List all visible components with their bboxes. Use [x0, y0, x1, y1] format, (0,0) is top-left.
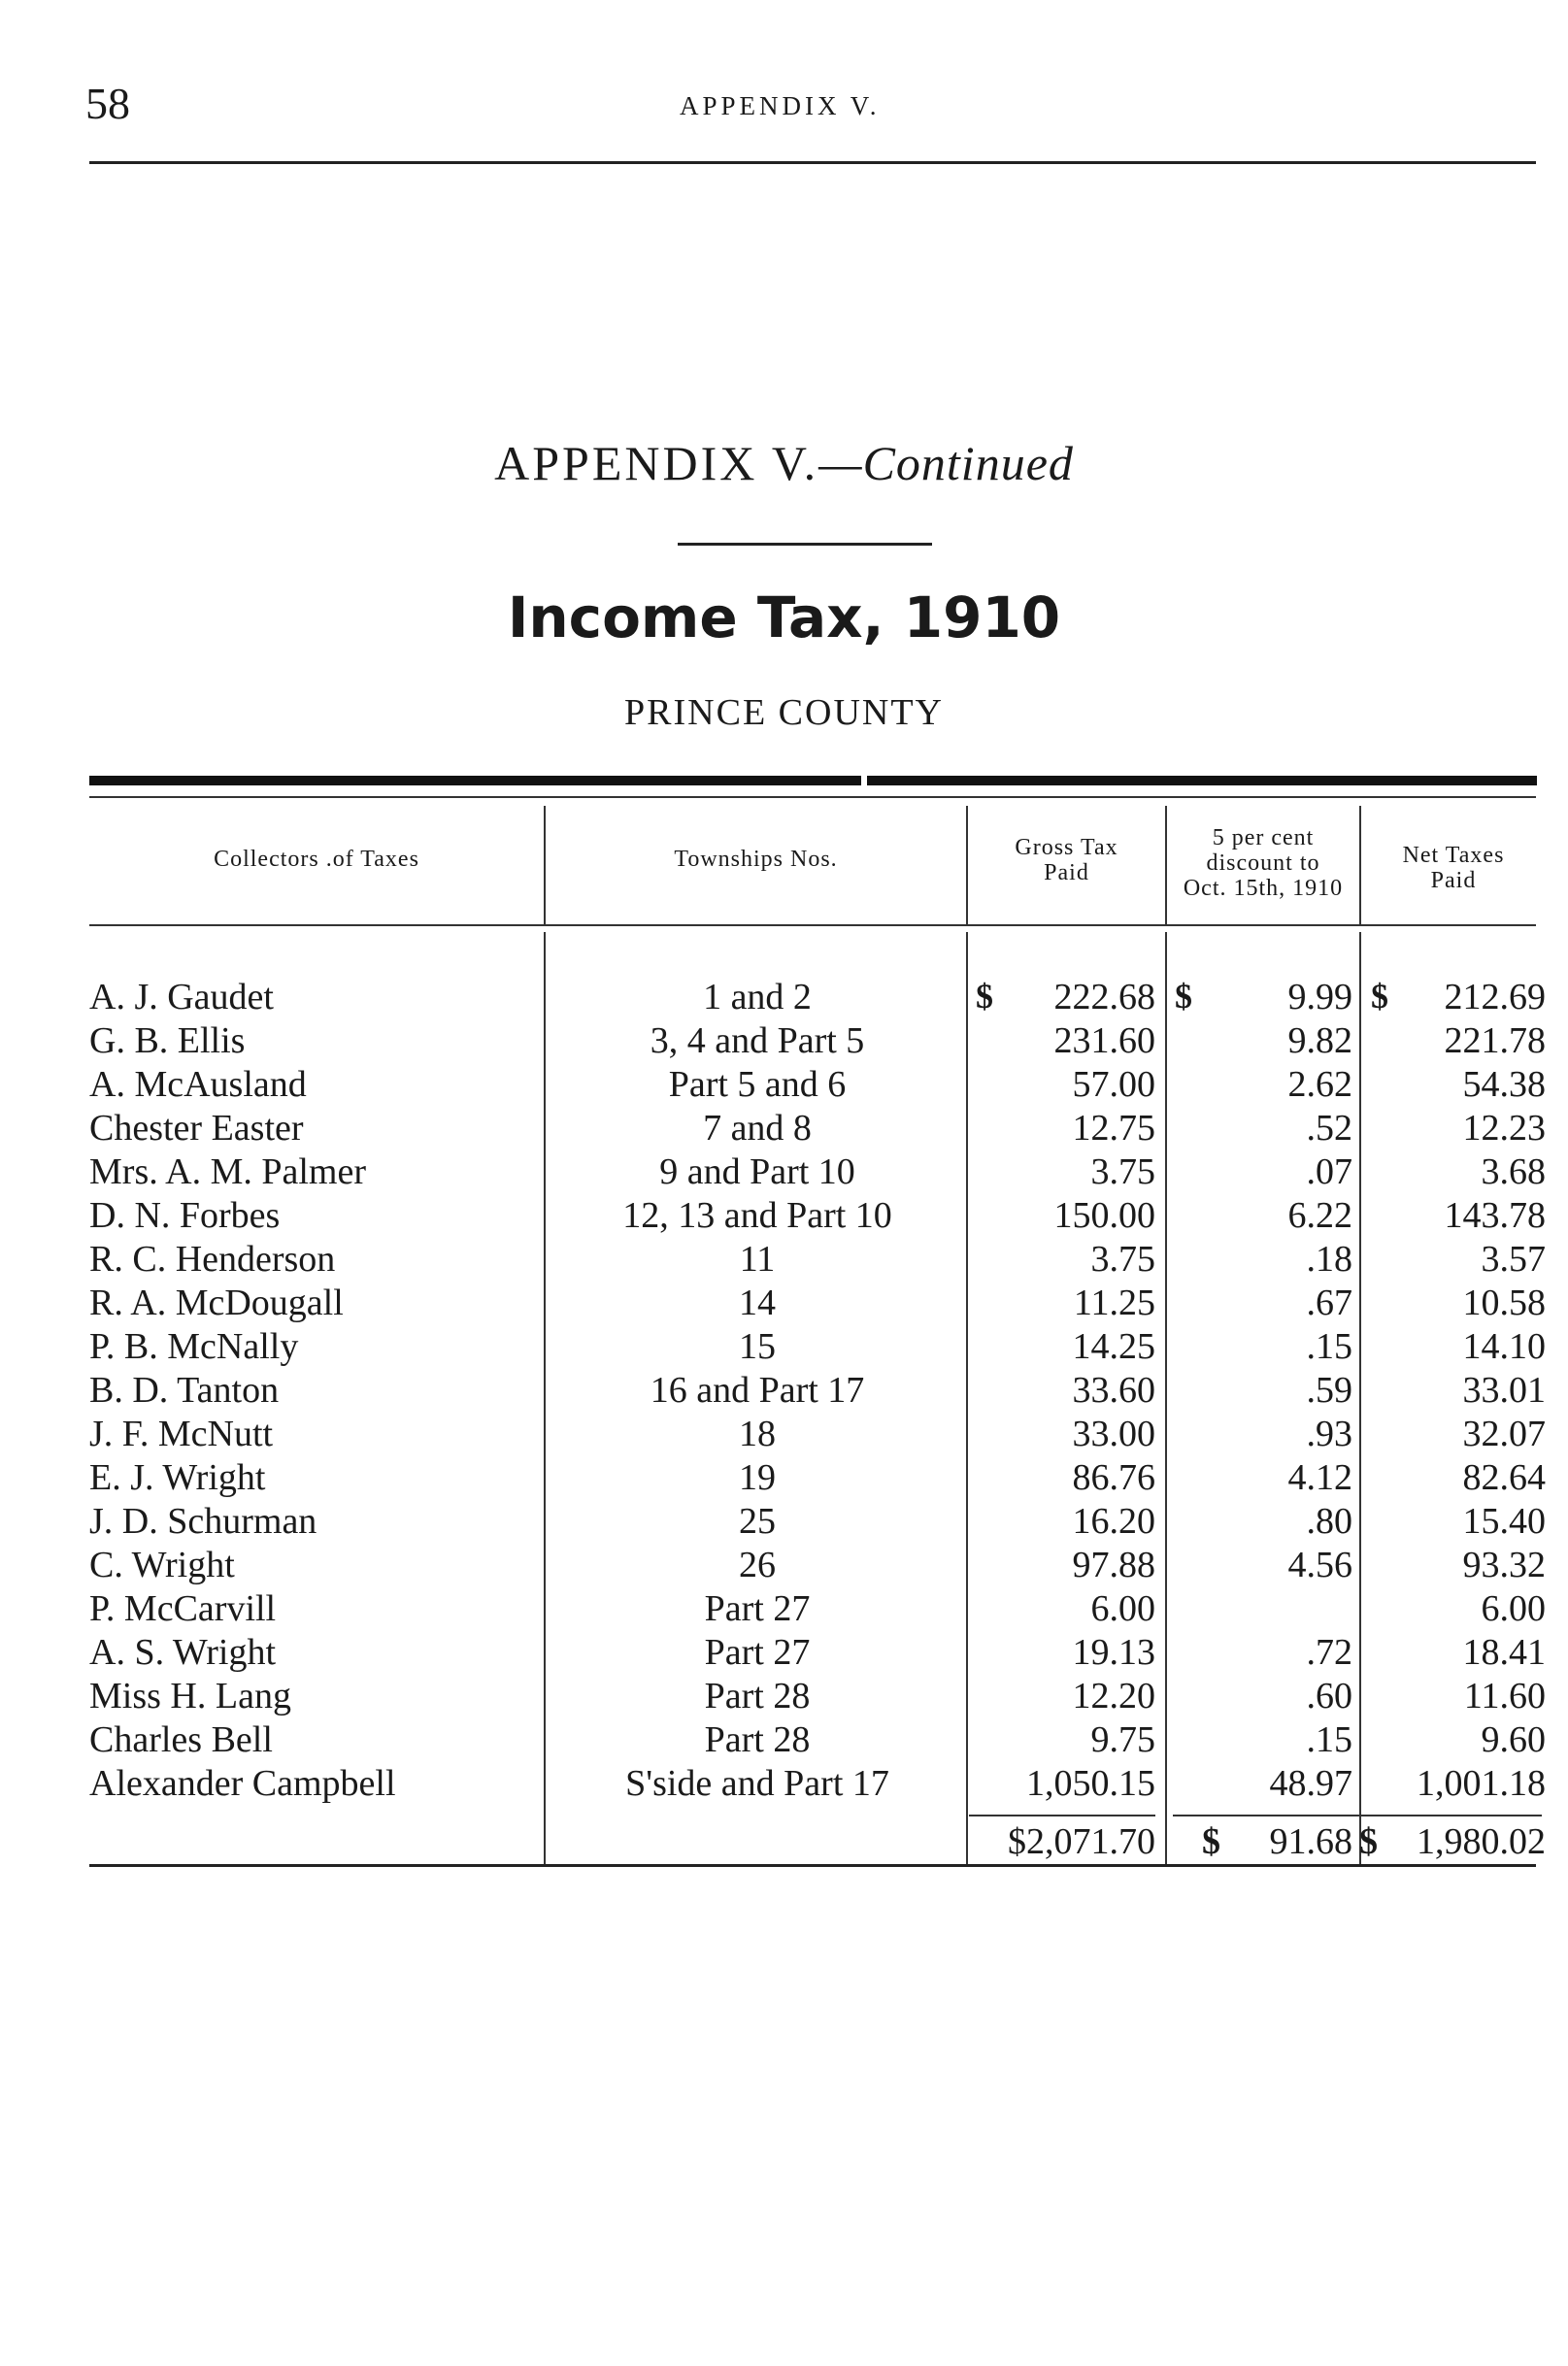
net-taxes: 9.60 [1481, 1719, 1546, 1760]
collector-name: Charles Bell [89, 1719, 273, 1760]
collector-name: A. J. Gaudet [89, 977, 274, 1017]
table-row [0, 1238, 1568, 1282]
gross-tax: 3.75 [1090, 1151, 1155, 1192]
bottom-rule [89, 1864, 1536, 1867]
header-gross-line: Gross Tax [1015, 835, 1118, 860]
appendix-heading-main: APPENDIX V. [494, 436, 819, 490]
township-nos: Part 5 and 6 [668, 1064, 847, 1105]
collector-name: Mrs. A. M. Palmer [89, 1151, 366, 1192]
table-row [0, 1762, 1568, 1806]
totals-row [0, 1820, 1568, 1864]
township-nos: 12, 13 and Part 10 [622, 1195, 892, 1236]
gross-tax: 222.68 [1053, 977, 1155, 1017]
net-taxes: 18.41 [1462, 1632, 1546, 1673]
running-head: APPENDIX V. [680, 91, 881, 120]
gross-tax: 33.60 [1072, 1370, 1155, 1411]
discount: 9.99 [1287, 977, 1352, 1017]
table-row [0, 1019, 1568, 1063]
collector-name: A. McAusland [89, 1064, 307, 1105]
township-nos: 18 [739, 1414, 776, 1454]
gross-tax: 12.75 [1072, 1108, 1155, 1149]
net-taxes: 143.78 [1444, 1195, 1546, 1236]
collector-name: B. D. Tanton [89, 1370, 280, 1411]
total-discount: 91.68 [1269, 1821, 1352, 1862]
discount: .80 [1306, 1501, 1352, 1542]
township-nos: Part 27 [704, 1588, 811, 1629]
header-discount-line: discount to [1206, 850, 1320, 876]
discount: 2.62 [1287, 1064, 1352, 1105]
gross-tax: 14.25 [1072, 1326, 1155, 1367]
header-discount [1167, 825, 1359, 901]
table-row [0, 1718, 1568, 1762]
table-row [0, 1194, 1568, 1238]
discount: .72 [1306, 1632, 1352, 1673]
township-nos: 25 [739, 1501, 776, 1542]
table-top-rule [867, 776, 1537, 785]
gross-tax: 97.88 [1072, 1545, 1155, 1585]
report-title: Income Tax, 1910 [507, 584, 1061, 650]
net-taxes: 82.64 [1462, 1457, 1546, 1498]
table-row [0, 976, 1568, 1019]
discount: .60 [1306, 1676, 1352, 1716]
collector-name: E. J. Wright [89, 1457, 266, 1498]
header-gross-line: Paid [1044, 860, 1089, 885]
table-row [0, 1675, 1568, 1718]
table-row [0, 1413, 1568, 1456]
discount: .15 [1306, 1719, 1352, 1760]
county-subtitle: PRINCE COUNTY [624, 692, 944, 733]
discount: .15 [1306, 1326, 1352, 1367]
collector-name: J. D. Schurman [89, 1501, 317, 1542]
discount: .59 [1306, 1370, 1352, 1411]
top-rule [89, 161, 1536, 164]
net-taxes: 15.40 [1462, 1501, 1546, 1542]
table-row [0, 1282, 1568, 1325]
table-row [0, 1369, 1568, 1413]
gross-tax: 9.75 [1090, 1719, 1155, 1760]
collector-name: J. F. McNutt [89, 1414, 274, 1454]
gross-tax: 11.25 [1073, 1283, 1155, 1323]
appendix-heading [0, 435, 1568, 491]
dollar-sign: $ [1371, 977, 1388, 1016]
gross-tax: 33.00 [1072, 1414, 1155, 1454]
table-row [0, 1500, 1568, 1544]
table-row [0, 1063, 1568, 1107]
discount: 4.56 [1287, 1545, 1352, 1585]
net-taxes: 32.07 [1462, 1414, 1546, 1454]
net-taxes: 33.01 [1462, 1370, 1546, 1411]
net-taxes: 1,001.18 [1417, 1763, 1546, 1804]
township-nos: 16 and Part 17 [650, 1370, 865, 1411]
total-rule [969, 1815, 1155, 1816]
township-nos: 9 and Part 10 [659, 1151, 855, 1192]
gross-tax: 6.00 [1090, 1588, 1155, 1629]
appendix-heading-continued: —Continued [818, 436, 1074, 490]
collector-name: C. Wright [89, 1545, 235, 1585]
township-nos: 14 [739, 1283, 776, 1323]
gross-tax: 57.00 [1072, 1064, 1155, 1105]
header-collectors: Collectors .of Taxes [214, 847, 419, 872]
header-gross [968, 835, 1165, 885]
township-nos: 15 [739, 1326, 776, 1367]
dollar-sign: $ [1202, 1821, 1220, 1862]
township-nos: 7 and 8 [703, 1108, 812, 1149]
discount: .67 [1306, 1283, 1352, 1323]
net-taxes: 3.57 [1481, 1239, 1546, 1280]
total-net: 1,980.02 [1417, 1821, 1546, 1862]
gross-tax: 16.20 [1072, 1501, 1155, 1542]
gross-tax: 86.76 [1072, 1457, 1155, 1498]
net-taxes: 93.32 [1462, 1545, 1546, 1585]
discount: .52 [1306, 1108, 1352, 1149]
table-row [0, 1107, 1568, 1150]
net-taxes: 12.23 [1462, 1108, 1546, 1149]
discount: 48.97 [1269, 1763, 1352, 1804]
table-row [0, 1587, 1568, 1631]
dollar-sign: $ [976, 977, 993, 1016]
collector-name: R. A. McDougall [89, 1283, 344, 1323]
township-nos: 26 [739, 1545, 776, 1585]
dollar-sign: $ [1175, 977, 1192, 1016]
collector-name: Alexander Campbell [89, 1763, 396, 1804]
table-row [0, 1456, 1568, 1500]
table-top-thin-rule [89, 796, 1536, 798]
collector-name: Miss H. Lang [89, 1676, 291, 1716]
township-nos: Part 28 [704, 1719, 811, 1760]
gross-tax: 3.75 [1090, 1239, 1155, 1280]
header-townships: Townships Nos. [674, 847, 838, 872]
discount: .07 [1306, 1151, 1352, 1192]
township-nos: 11 [739, 1239, 776, 1280]
township-nos: Part 28 [704, 1676, 811, 1716]
discount: 9.82 [1287, 1020, 1352, 1061]
header-rule [89, 924, 1536, 926]
header-net [1361, 843, 1546, 893]
table-row [0, 1150, 1568, 1194]
table-row [0, 1631, 1568, 1675]
dollar-sign: $ [1359, 1821, 1378, 1862]
net-taxes: 3.68 [1481, 1151, 1546, 1192]
discount: .18 [1306, 1239, 1352, 1280]
header-discount-line: 5 per cent [1212, 825, 1315, 850]
header-net-line: Paid [1430, 868, 1477, 893]
table-row [0, 1544, 1568, 1587]
header-net-line: Net Taxes [1402, 843, 1505, 868]
net-taxes: 14.10 [1462, 1326, 1546, 1367]
net-taxes: 6.00 [1481, 1588, 1546, 1629]
collector-name: P. McCarvill [89, 1588, 277, 1629]
discount: 6.22 [1287, 1195, 1352, 1236]
net-taxes: 11.60 [1463, 1676, 1546, 1716]
township-nos: 1 and 2 [703, 977, 812, 1017]
net-taxes: 54.38 [1462, 1064, 1546, 1105]
township-nos: Part 27 [704, 1632, 811, 1673]
gross-tax: 231.60 [1053, 1020, 1155, 1061]
page-number: 58 [85, 79, 130, 128]
net-taxes: 10.58 [1462, 1283, 1546, 1323]
collector-name: P. B. McNally [89, 1326, 299, 1367]
gross-tax: 12.20 [1072, 1676, 1155, 1716]
collector-name: D. N. Forbes [89, 1195, 281, 1236]
collector-name: G. B. Ellis [89, 1020, 246, 1061]
net-taxes: 212.69 [1444, 977, 1546, 1017]
gross-tax: 150.00 [1053, 1195, 1155, 1236]
collector-name: R. C. Henderson [89, 1239, 336, 1280]
collector-name: A. S. Wright [89, 1632, 277, 1673]
gross-tax: 19.13 [1072, 1632, 1155, 1673]
township-nos: S'side and Part 17 [625, 1763, 889, 1804]
discount: 4.12 [1287, 1457, 1352, 1498]
discount: .93 [1306, 1414, 1352, 1454]
collector-name: Chester Easter [89, 1108, 304, 1149]
total-gross: $2,071.70 [1008, 1821, 1155, 1862]
header-discount-line: Oct. 15th, 1910 [1183, 876, 1344, 901]
township-nos: 19 [739, 1457, 776, 1498]
township-nos: 3, 4 and Part 5 [650, 1020, 865, 1061]
net-taxes: 221.78 [1444, 1020, 1546, 1061]
title-rule [678, 543, 932, 546]
table-row [0, 1325, 1568, 1369]
gross-tax: 1,050.15 [1026, 1763, 1155, 1804]
table-top-rule [89, 776, 861, 785]
total-rule [1173, 1815, 1542, 1816]
